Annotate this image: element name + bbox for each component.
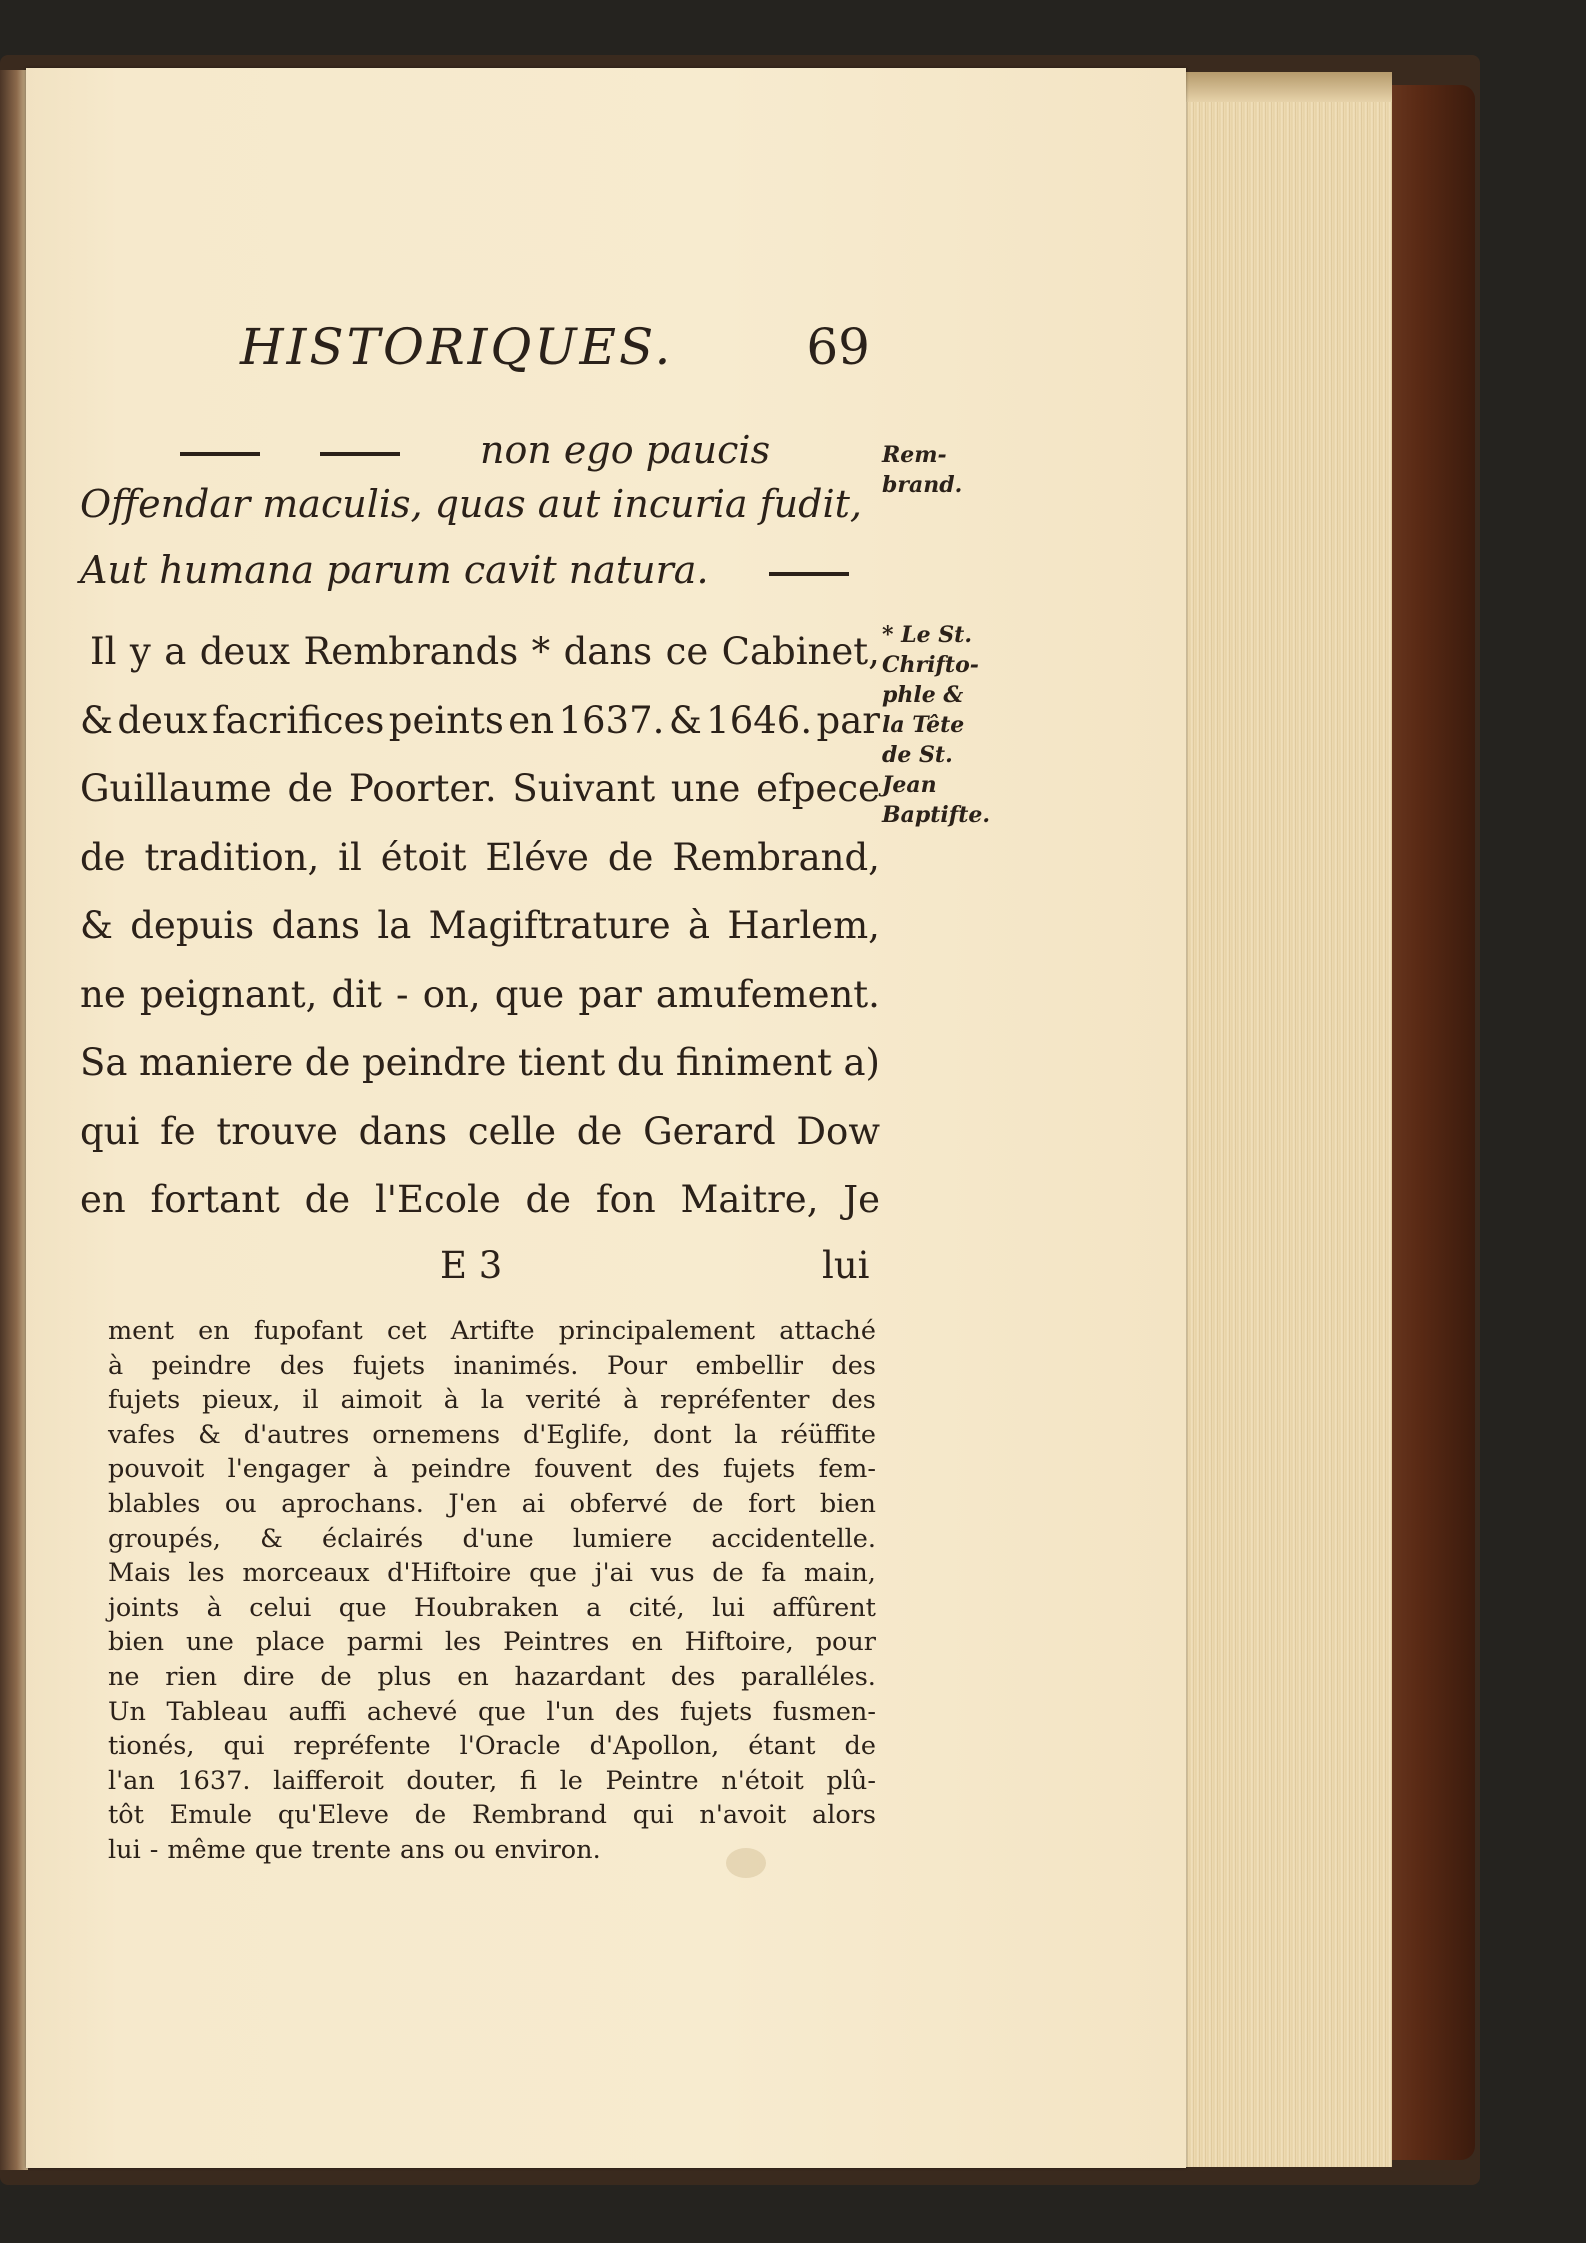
margin-note-saint-christophe: [882, 620, 1007, 830]
word: de: [712, 1558, 744, 1589]
word: de: [525, 1178, 572, 1221]
word: principalement: [558, 1316, 756, 1346]
word: l'Oracle: [459, 1731, 561, 1762]
word: inanimés.: [453, 1350, 579, 1381]
word: fem-: [818, 1454, 876, 1485]
footnote-block: [108, 1314, 876, 1868]
word: achevé: [366, 1696, 458, 1727]
text-line: [80, 1098, 880, 1167]
margin-note-line: Rem-: [882, 442, 947, 468]
word: en: [457, 1661, 489, 1692]
word: les: [188, 1558, 225, 1589]
word: groupés,: [108, 1523, 221, 1554]
signature-mark: E 3: [440, 1244, 503, 1287]
word: n'étoit: [721, 1765, 804, 1796]
word: fujets: [723, 1454, 796, 1485]
word: fujets: [679, 1696, 753, 1727]
word: ou: [224, 1488, 257, 1519]
word: environ.: [494, 1834, 601, 1865]
footnote-line: [108, 1487, 876, 1522]
word: peindre: [411, 1454, 512, 1485]
footnote-line: [108, 1625, 876, 1660]
word: &: [80, 904, 113, 947]
word: à: [687, 904, 711, 947]
word: de: [320, 1661, 352, 1692]
word: de: [304, 1041, 351, 1084]
word: rien: [165, 1661, 218, 1692]
word: Pour: [606, 1350, 668, 1381]
word: fort: [748, 1488, 796, 1519]
word: il: [338, 835, 362, 879]
text-line: [80, 755, 880, 824]
word: aimoit: [340, 1385, 422, 1416]
word: du: [616, 1041, 665, 1084]
word: Tableau: [166, 1696, 268, 1727]
word: deux: [199, 630, 291, 673]
word: repréfente: [293, 1731, 431, 1762]
word: fortant: [150, 1178, 280, 1221]
word: des: [655, 1454, 700, 1485]
footnote-line: [108, 1764, 876, 1799]
word: facrifices: [212, 698, 385, 742]
word: tôt: [108, 1800, 144, 1831]
word: -: [396, 972, 409, 1016]
footnote-line: [108, 1349, 876, 1384]
text-line: [80, 687, 880, 756]
word: Emule: [169, 1800, 253, 1831]
word: ans: [400, 1834, 445, 1865]
running-title: HISTORIQUES.: [240, 318, 674, 376]
word: dans: [271, 904, 361, 947]
word: Peintres: [503, 1627, 610, 1658]
word: dans: [563, 630, 653, 673]
margin-note-line: la Tête: [882, 712, 965, 738]
verse-line-1: [180, 428, 880, 472]
word: par: [816, 698, 880, 742]
word: -: [149, 1834, 159, 1865]
word: à: [443, 1385, 459, 1416]
word: n'avoit: [699, 1800, 787, 1831]
word: les: [444, 1627, 482, 1658]
word: peindre: [151, 1350, 252, 1381]
word: Rembrand: [472, 1800, 607, 1831]
word: même: [167, 1834, 246, 1865]
word: fujets: [352, 1350, 426, 1381]
word: qui: [80, 1109, 140, 1153]
word: trouve: [216, 1109, 338, 1153]
word: d'une: [462, 1523, 534, 1554]
word: qui: [632, 1800, 674, 1831]
word: des: [831, 1350, 876, 1381]
word: Artifte: [450, 1316, 535, 1346]
word: de: [692, 1488, 724, 1519]
word: Dow: [796, 1109, 880, 1153]
word: par: [578, 972, 642, 1016]
word: réüffite: [780, 1419, 876, 1450]
word: une: [670, 767, 741, 810]
word: Guillaume: [80, 767, 272, 810]
footnote-line: [108, 1798, 876, 1833]
word: il: [302, 1385, 319, 1416]
word: Il: [90, 630, 117, 673]
page-header: [240, 318, 870, 388]
word: que: [529, 1558, 577, 1589]
word: place: [255, 1627, 325, 1658]
word: en: [198, 1316, 230, 1346]
word: plus: [377, 1661, 432, 1692]
word: Eléve: [485, 835, 589, 879]
word: des: [614, 1696, 660, 1727]
word: l'an: [108, 1765, 155, 1796]
word: &: [80, 698, 113, 742]
word: parmi: [346, 1627, 423, 1658]
word: celle: [467, 1109, 557, 1153]
word: 1637.: [177, 1765, 251, 1796]
word: ce: [665, 630, 709, 673]
word: hazardant: [514, 1661, 646, 1692]
word: Magiftrature: [428, 904, 671, 947]
word: que: [494, 972, 565, 1016]
word: tient: [518, 1041, 606, 1084]
em-dash-rule: [320, 452, 400, 456]
footnote-line: [108, 1383, 876, 1418]
margin-note-line: Baptifte.: [882, 802, 991, 828]
text-line: [80, 618, 880, 687]
word: paralléles.: [741, 1661, 876, 1692]
verse-text: Aut humana parum cavit natura.: [80, 548, 709, 592]
word: Rembrands: [303, 630, 519, 673]
word: éclairés: [321, 1523, 424, 1554]
word: fe: [160, 1109, 196, 1153]
word: que: [254, 1834, 303, 1865]
word: de: [287, 767, 334, 810]
word: finiment: [675, 1041, 832, 1084]
word: de: [414, 1800, 447, 1831]
word: la: [377, 904, 412, 947]
word: Rembrand,: [672, 835, 880, 879]
word: vafes: [108, 1419, 176, 1450]
text-line: [80, 1166, 880, 1235]
word: Gerard: [643, 1109, 776, 1153]
page-number: 69: [806, 318, 870, 376]
word: amufement.: [655, 972, 880, 1016]
word: &: [198, 1419, 221, 1450]
word: aprochans.: [281, 1488, 424, 1519]
word: Hiftoire,: [684, 1627, 794, 1658]
word: à: [206, 1592, 222, 1623]
word: peindre: [361, 1041, 507, 1084]
word: cet: [386, 1316, 427, 1346]
word: ornemens: [372, 1419, 501, 1450]
word: fouvent: [534, 1454, 632, 1485]
left-page-edge: [0, 70, 28, 2170]
word: la: [734, 1419, 758, 1450]
footnote-line: [108, 1660, 876, 1695]
word: d'Eglife,: [522, 1419, 631, 1450]
word: Harlem,: [727, 904, 880, 947]
word: d'Apollon,: [589, 1731, 720, 1762]
word: de: [80, 835, 126, 879]
margin-note-line: phle &: [882, 682, 964, 708]
word: affûrent: [772, 1592, 876, 1623]
word: fupofant: [253, 1316, 363, 1346]
margin-note-rembrand: [882, 440, 1007, 500]
word: blables: [108, 1488, 201, 1519]
word: &: [668, 698, 702, 742]
word: le: [559, 1765, 583, 1796]
word: en: [631, 1627, 663, 1658]
word: que: [338, 1592, 387, 1623]
word: lumiere: [572, 1523, 673, 1554]
word: obfervé: [569, 1488, 668, 1519]
word: d'autres: [243, 1419, 350, 1450]
catchword: lui: [822, 1244, 870, 1287]
word: la: [480, 1385, 505, 1416]
word: l'engager: [227, 1454, 350, 1485]
word: d'Hiftoire: [387, 1558, 512, 1589]
word: Maitre,: [680, 1178, 819, 1221]
word: Peintre: [605, 1765, 699, 1796]
word: bien: [108, 1627, 164, 1658]
word: efpece: [756, 767, 880, 810]
book-cover-edge: [1380, 85, 1475, 2160]
footnote-line: [108, 1695, 876, 1730]
text-line: [80, 1029, 880, 1098]
word: fusmen-: [772, 1696, 876, 1727]
footnote-line: [108, 1418, 876, 1453]
word: Suivant: [512, 767, 656, 810]
text-line: [80, 892, 880, 961]
word: ment: [108, 1316, 174, 1346]
word: auffi: [288, 1696, 347, 1727]
word: qui: [223, 1731, 265, 1762]
footnote-line: [108, 1556, 876, 1591]
word: douter,: [406, 1765, 498, 1796]
word: embellir: [695, 1350, 803, 1381]
word: des: [279, 1350, 325, 1381]
word: alors: [812, 1800, 876, 1831]
word: main,: [803, 1558, 876, 1589]
margin-note-line: * Le St.: [882, 622, 972, 648]
word: étoit: [380, 835, 467, 879]
word: 1646.: [706, 698, 813, 742]
word: à: [372, 1454, 389, 1485]
text-line: [80, 824, 880, 893]
word: Poorter.: [348, 767, 497, 810]
word: vus: [650, 1558, 695, 1589]
word: qu'Eleve: [277, 1800, 390, 1831]
word: a: [164, 630, 187, 673]
word: celui: [249, 1592, 312, 1623]
footnote-line: [108, 1591, 876, 1626]
margin-note-line: de St.: [882, 742, 953, 768]
text-line: [80, 961, 880, 1030]
verse-line-3: [80, 548, 849, 592]
word: à: [623, 1385, 639, 1416]
word: peignant,: [139, 972, 318, 1016]
verse-text: non ego paucis: [480, 428, 771, 472]
word: verité: [526, 1385, 602, 1416]
word: plû-: [826, 1765, 876, 1796]
word: lui: [108, 1834, 141, 1865]
margin-note-line: Chrifto-: [882, 652, 979, 678]
word: deux: [117, 698, 208, 742]
word: attaché: [779, 1316, 876, 1346]
footnote-line: [108, 1522, 876, 1557]
word: ne: [80, 972, 126, 1016]
word: &: [260, 1523, 283, 1554]
main-text-block: [80, 618, 880, 1235]
word: fi: [519, 1765, 537, 1796]
word: que: [477, 1696, 526, 1727]
word: ai: [521, 1488, 546, 1519]
word: l'un: [546, 1696, 595, 1727]
word: à: [108, 1350, 124, 1381]
footnote-line: [108, 1833, 876, 1868]
word: Houbraken: [414, 1592, 559, 1623]
word: dire: [242, 1661, 295, 1692]
word: dit: [331, 972, 382, 1016]
word: a: [586, 1592, 602, 1623]
word: ne: [108, 1661, 140, 1692]
word: a): [843, 1041, 880, 1084]
word: pouvoit: [108, 1454, 205, 1485]
footnote-line: [108, 1452, 876, 1487]
word: on,: [422, 972, 481, 1016]
word: fujets: [108, 1385, 181, 1416]
verse-line-2: Offendar maculis, quas aut incuria fudit,: [80, 482, 862, 526]
word: de: [304, 1178, 351, 1221]
word: l'Ecole: [374, 1178, 501, 1221]
word: de: [607, 835, 654, 879]
word: bien: [819, 1488, 876, 1519]
word: 1637.: [558, 698, 665, 742]
word: joints: [108, 1592, 180, 1623]
footnote-line: [108, 1729, 876, 1764]
word: des: [670, 1661, 716, 1692]
word: pieux,: [202, 1385, 281, 1416]
word: de: [576, 1109, 623, 1153]
word: Un: [108, 1696, 146, 1727]
word: dans: [358, 1109, 448, 1153]
page-block-edges: [1180, 72, 1392, 2167]
word: trente: [311, 1834, 392, 1865]
word: étant: [748, 1731, 816, 1762]
word: laifferoit: [273, 1765, 384, 1796]
word: une: [185, 1627, 234, 1658]
word: morceaux: [242, 1558, 370, 1589]
word: fa: [761, 1558, 787, 1589]
word: accidentelle.: [711, 1523, 876, 1554]
word: dont: [653, 1419, 712, 1450]
margin-note-line: brand.: [882, 472, 963, 498]
footnote-line: [108, 1314, 876, 1349]
word: tradition,: [144, 835, 320, 879]
em-dash-rule: [180, 452, 260, 456]
word: peints: [388, 698, 504, 742]
word: des: [831, 1385, 876, 1416]
word: Mais: [108, 1558, 171, 1589]
word: lui: [712, 1592, 745, 1623]
word: Cabinet,: [721, 630, 880, 673]
word: de: [844, 1731, 876, 1762]
word: tionés,: [108, 1731, 195, 1762]
word: maniere: [138, 1041, 294, 1084]
word: depuis: [130, 904, 255, 947]
word: en: [80, 1178, 126, 1221]
word: fon: [595, 1178, 656, 1221]
word: repréfenter: [660, 1385, 810, 1416]
word: Sa: [80, 1041, 128, 1084]
word: *: [531, 630, 551, 673]
word: ou: [453, 1834, 486, 1865]
word: y: [129, 630, 151, 673]
word: en: [508, 698, 555, 742]
margin-note-line: Jean: [882, 772, 937, 798]
word: Je: [843, 1178, 880, 1221]
word: J'en: [448, 1488, 498, 1519]
em-dash-rule: [769, 572, 849, 576]
word: j'ai: [594, 1558, 633, 1589]
word: pour: [815, 1627, 876, 1658]
word: cité,: [628, 1592, 685, 1623]
